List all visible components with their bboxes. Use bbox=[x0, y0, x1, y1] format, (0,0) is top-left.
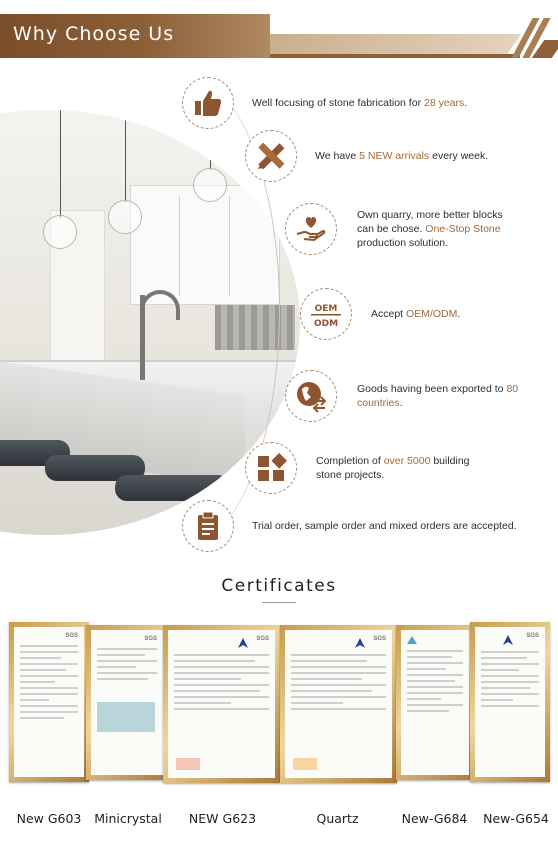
certificate-frame[interactable] bbox=[9, 622, 89, 782]
certificate-brand: SGS bbox=[144, 636, 157, 642]
certificate-brand: SGS bbox=[526, 633, 539, 639]
section-header-banner bbox=[0, 14, 558, 58]
feature-item: Goods having been exported to 80 countries. bbox=[285, 370, 545, 422]
certificate-frame[interactable] bbox=[86, 625, 168, 780]
feature-item: OEM ODM Accept OEM/ODM. bbox=[300, 288, 460, 340]
clipboard-icon bbox=[191, 509, 225, 543]
certificate-frame[interactable] bbox=[163, 625, 280, 783]
title-underline bbox=[262, 602, 296, 603]
logo-icon bbox=[407, 636, 417, 644]
ruler-pencil-icon bbox=[254, 139, 288, 173]
certificate-label: Minicrystal bbox=[94, 811, 162, 826]
sample-photo bbox=[97, 702, 155, 732]
heart-hand-icon bbox=[294, 212, 328, 246]
feature-item: Trial order, sample order and mixed orders are accepted. bbox=[182, 500, 517, 552]
feature-item: Well focusing of stone fabrication for 28 years. bbox=[182, 77, 467, 129]
certificate-brand: SGS bbox=[256, 636, 269, 642]
certificate-frame[interactable] bbox=[470, 622, 550, 782]
certificate-label: NEW G623 bbox=[188, 811, 257, 826]
svg-text:OEM: OEM bbox=[314, 304, 338, 314]
globe-export-icon bbox=[294, 379, 328, 413]
certificate-brand: SGS bbox=[65, 633, 78, 639]
certificates-title: Certificates bbox=[221, 576, 337, 596]
thumbs-up-icon bbox=[191, 86, 225, 120]
certificate-label: New-G684 bbox=[401, 811, 468, 826]
certificate-label: New-G654 bbox=[483, 811, 549, 826]
blocks-icon bbox=[254, 451, 288, 485]
certificate-label: Quartz bbox=[316, 811, 359, 826]
feature-item: We have 5 NEW arrivals every week. bbox=[245, 130, 488, 182]
oem-odm-icon bbox=[309, 297, 343, 331]
feature-item: Own quarry, more better blocks can be chose. One-Stop Stone production solution. bbox=[285, 203, 545, 255]
certificate-frame[interactable] bbox=[280, 625, 397, 783]
svg-text:ODM: ODM bbox=[313, 319, 339, 329]
feature-item: Completion of over 5000 building stone projects. bbox=[245, 442, 505, 494]
certificate-brand: SGS bbox=[373, 636, 386, 642]
certificate-frame[interactable] bbox=[396, 625, 474, 780]
certificate-label: New G603 bbox=[16, 811, 82, 826]
banner-title-block bbox=[0, 14, 270, 58]
section-title: Why Choose Us bbox=[13, 23, 175, 45]
